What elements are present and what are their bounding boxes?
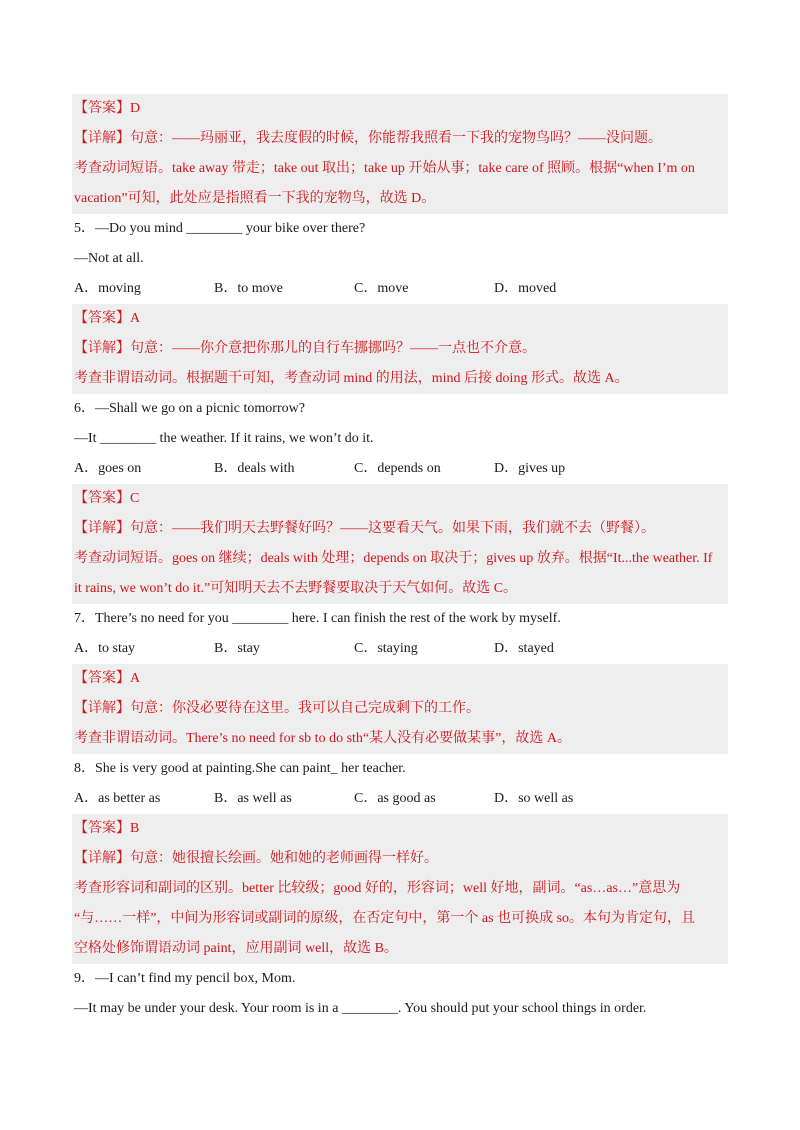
options-row [72, 784, 728, 814]
question-line: —It may be under your desk. Your room is in a ________. You should put your school things in order. [74, 1001, 647, 1016]
question-stem: 7．There’s no need for you ________ here. I can finish the rest of the work by myself. [74, 611, 561, 626]
option-c: C．staying [354, 641, 418, 656]
options-row [72, 454, 728, 484]
option-a: A．goes on [74, 461, 142, 476]
option-c: C．depends on [354, 461, 441, 476]
explanation-line: 【详解】句意：你没必要待在这里。我可以自己完成剩下的工作。 [74, 701, 480, 716]
explanation-line: it rains, we won’t do it.”可知明天去不去野餐要取决于天气如何。故选 C。 [74, 581, 518, 596]
explanation-line: 空格处修饰谓语动词 paint，应用副词 well，故选 B。 [74, 941, 398, 956]
explanation-line: 考查非谓语动词。There’s no need for sb to do sth“某人没有必要做某事”，故选 A。 [74, 731, 571, 746]
option-a: A．to stay [74, 641, 136, 656]
question-block [72, 604, 728, 664]
explanation-line: 【详解】句意：——我们明天去野餐好吗？——这要看天气。如果下雨，我们就不去（野餐）。 [74, 521, 655, 536]
question-block [72, 754, 728, 814]
answer-block [72, 304, 728, 394]
answer-label: 【答案】D [74, 101, 141, 116]
answer-label: 【答案】C [74, 491, 140, 506]
option-b: B．to move [214, 281, 283, 296]
explanation-line: 考查形容词和副词的区别。better 比较级；good 好的，形容词；well 好地，副词。“as…as…”意思为 [74, 881, 681, 896]
question-stem: 9．—I can’t find my pencil box, Mom. [74, 971, 296, 986]
question-line: —It ________ the weather. If it rains, we won’t do it. [74, 431, 374, 446]
option-d: D．gives up [494, 461, 566, 476]
answer-block [72, 94, 728, 214]
explanation-line: 考查动词短语。goes on 继续；deals with 处理；depends on 取决于；gives up 放弃。根据“It...the weather. If [74, 551, 713, 566]
option-d: D．moved [494, 281, 557, 296]
answer-block [72, 814, 728, 964]
question-block [72, 394, 728, 484]
answer-block [72, 484, 728, 604]
option-a: A．moving [74, 281, 141, 296]
question-block [72, 214, 728, 304]
explanation-line: 考查动词短语。take away 带走；take out 取出；take up 开始从事；take care of 照顾。根据“when I’m on [74, 161, 695, 176]
explanation-line: 【详解】句意：——你介意把你那儿的自行车挪挪吗？——一点也不介意。 [74, 341, 536, 356]
answer-label: 【答案】A [74, 671, 141, 686]
question-stem: 6．—Shall we go on a picnic tomorrow? [74, 401, 305, 416]
option-a: A．as better as [74, 791, 161, 806]
option-d: D．stayed [494, 641, 554, 656]
options-row [72, 274, 728, 304]
explanation-line: 【详解】句意：她很擅长绘画。她和她的老师画得一样好。 [74, 851, 438, 866]
explanation-line: vacation”可知，此处应是指照看一下我的宠物鸟，故选 D。 [74, 191, 436, 206]
option-c: C．move [354, 281, 409, 296]
question-stem: 5．—Do you mind ________ your bike over there? [74, 221, 366, 236]
option-b: B．stay [214, 641, 260, 656]
option-c: C．as good as [354, 791, 436, 806]
options-row [72, 634, 728, 664]
option-b: B．deals with [214, 461, 295, 476]
question-line: —Not at all. [74, 251, 144, 266]
question-stem: 8．She is very good at painting.She can paint_ her teacher. [74, 761, 406, 776]
explanation-line: 考查非谓语动词。根据题干可知，考查动词 mind 的用法，mind 后接 doing 形式。故选 A。 [74, 371, 629, 386]
answer-block [72, 664, 728, 754]
answer-label: 【答案】B [74, 821, 140, 836]
explanation-line: “与……一样”，中间为形容词或副词的原级，在否定句中，第一个 as 也可换成 so。本句为肯定句，且 [74, 911, 696, 926]
document-page [72, 94, 728, 1024]
option-b: B．as well as [214, 791, 292, 806]
option-d: D．so well as [494, 791, 574, 806]
explanation-line: 【详解】句意：——玛丽亚，我去度假的时候，你能帮我照看一下我的宠物鸟吗？——没问题。 [74, 131, 662, 146]
answer-label: 【答案】A [74, 311, 141, 326]
question-block [72, 964, 728, 1024]
